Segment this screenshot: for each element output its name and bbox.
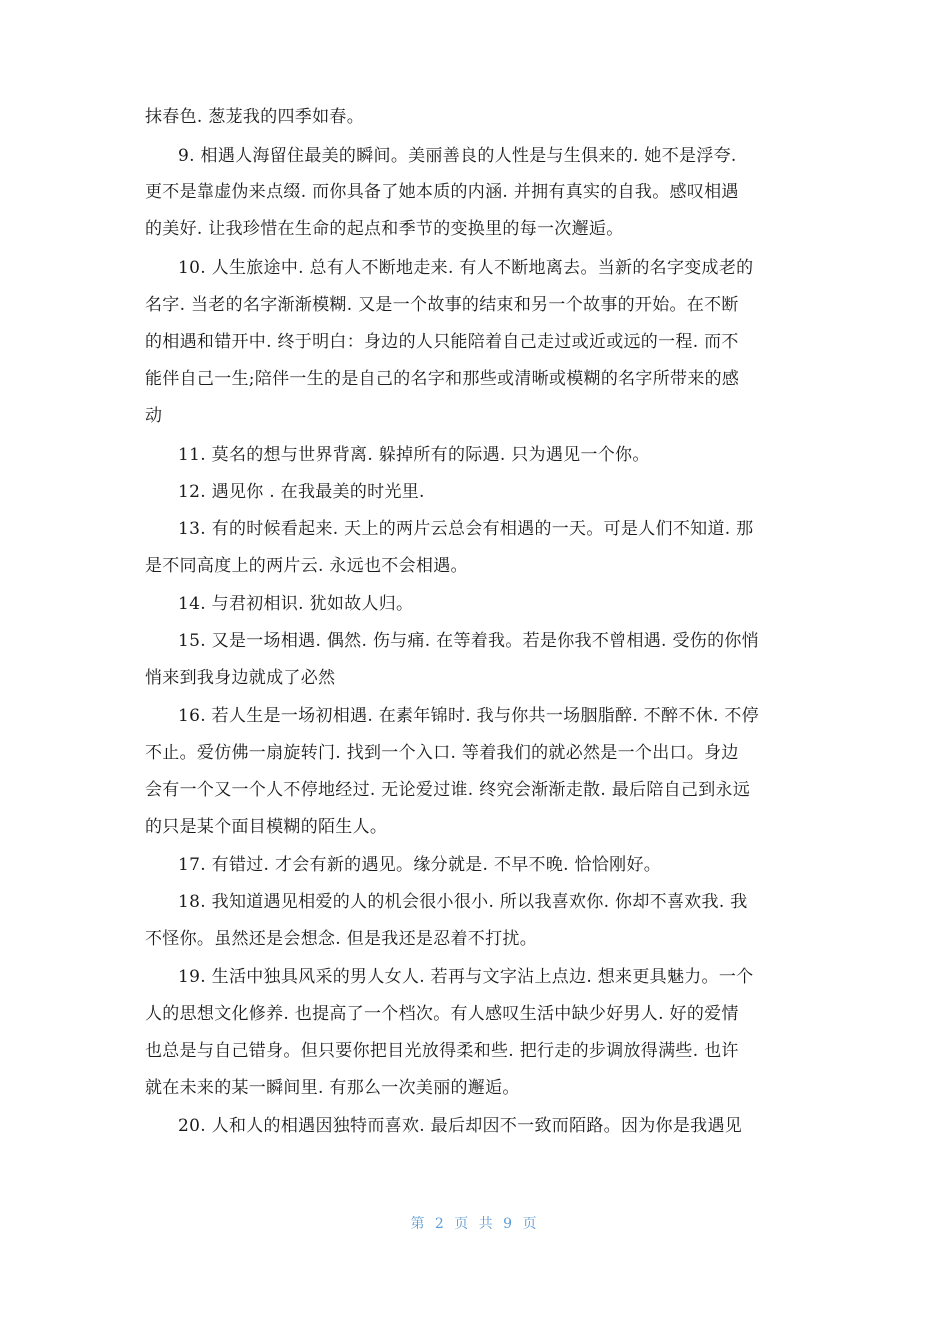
text-line: 能伴自己一生;陪伴一生的是自己的名字和那些或清晰或模糊的名字所带来的感	[145, 369, 740, 389]
text-line: 不怪你。虽然还是会想念. 但是我还是忍着不打扰。	[145, 929, 538, 949]
page-number-footer: 第 2 页 共 9 页	[410, 1216, 540, 1232]
text-line: 18. 我知道遇见相爱的人的机会很小很小. 所以我喜欢你. 你却不喜欢我. 我	[178, 892, 748, 912]
text-line: 人的思想文化修养. 也提高了一个档次。有人感叹生活中缺少好男人. 好的爱情	[145, 1004, 739, 1024]
text-line: 11. 莫名的想与世界背离. 躲掉所有的际遇. 只为遇见一个你。	[178, 445, 650, 465]
text-line: 动	[145, 406, 163, 426]
text-line: 12. 遇见你 . 在我最美的时光里.	[178, 482, 425, 502]
text-line: 抹春色. 葱茏我的四季如春。	[145, 107, 365, 127]
text-line: 名字. 当老的名字渐渐模糊. 又是一个故事的结束和另一个故事的开始。在不断	[145, 295, 739, 315]
text-line: 的相遇和错开中. 终于明白：身边的人只能陪着自己走过或近或远的一程. 而不	[145, 332, 739, 352]
text-line: 更不是靠虚伪来点缀. 而你具备了她本质的内涵. 并拥有真实的自我。感叹相遇	[145, 182, 739, 202]
text-line: 19. 生活中独具风采的男人女人. 若再与文字沾上点边. 想来更具魅力。一个	[178, 967, 754, 987]
text-line: 9. 相遇人海留住最美的瞬间。美丽善良的人性是与生俱来的. 她不是浮夸.	[178, 146, 737, 166]
text-line: 悄来到我身边就成了必然	[145, 668, 336, 688]
text-line: 15. 又是一场相遇. 偶然. 伤与痛. 在等着我。若是你我不曾相遇. 受伤的你悄	[178, 631, 759, 651]
text-line: 13. 有的时候看起来. 天上的两片云总会有相遇的一天。可是人们不知道. 那	[178, 519, 754, 539]
text-line: 20. 人和人的相遇因独特而喜欢. 最后却因不一致而陌路。因为你是我遇见	[178, 1116, 743, 1136]
text-line: 的只是某个面目模糊的陌生人。	[145, 817, 388, 837]
text-line: 14. 与君初相识. 犹如故人归。	[178, 594, 414, 614]
text-line: 16. 若人生是一场初相遇. 在素年锦时. 我与你共一场胭脂醉. 不醉不休. 不停	[178, 706, 759, 726]
text-line: 10. 人生旅途中. 总有人不断地走来. 有人不断地离去。当新的名字变成老的	[178, 258, 754, 278]
text-line: 是不同高度上的两片云. 永远也不会相遇。	[145, 556, 468, 576]
text-line: 17. 有错过. 才会有新的遇见。缘分就是. 不早不晚. 恰恰刚好。	[178, 855, 662, 875]
text-line: 不止。爱仿佛一扇旋转门. 找到一个入口. 等着我们的就必然是一个出口。身边	[145, 743, 739, 763]
text-line: 的美好. 让我珍惜在生命的起点和季节的变换里的每一次邂逅。	[145, 219, 624, 239]
text-line: 也总是与自己错身。但只要你把目光放得柔和些. 把行走的步调放得满些. 也许	[145, 1041, 739, 1061]
text-line: 会有一个又一个人不停地经过. 无论爱过谁. 终究会渐渐走散. 最后陪自己到永远	[145, 780, 751, 800]
text-line: 就在未来的某一瞬间里. 有那么一次美丽的邂逅。	[145, 1078, 520, 1098]
